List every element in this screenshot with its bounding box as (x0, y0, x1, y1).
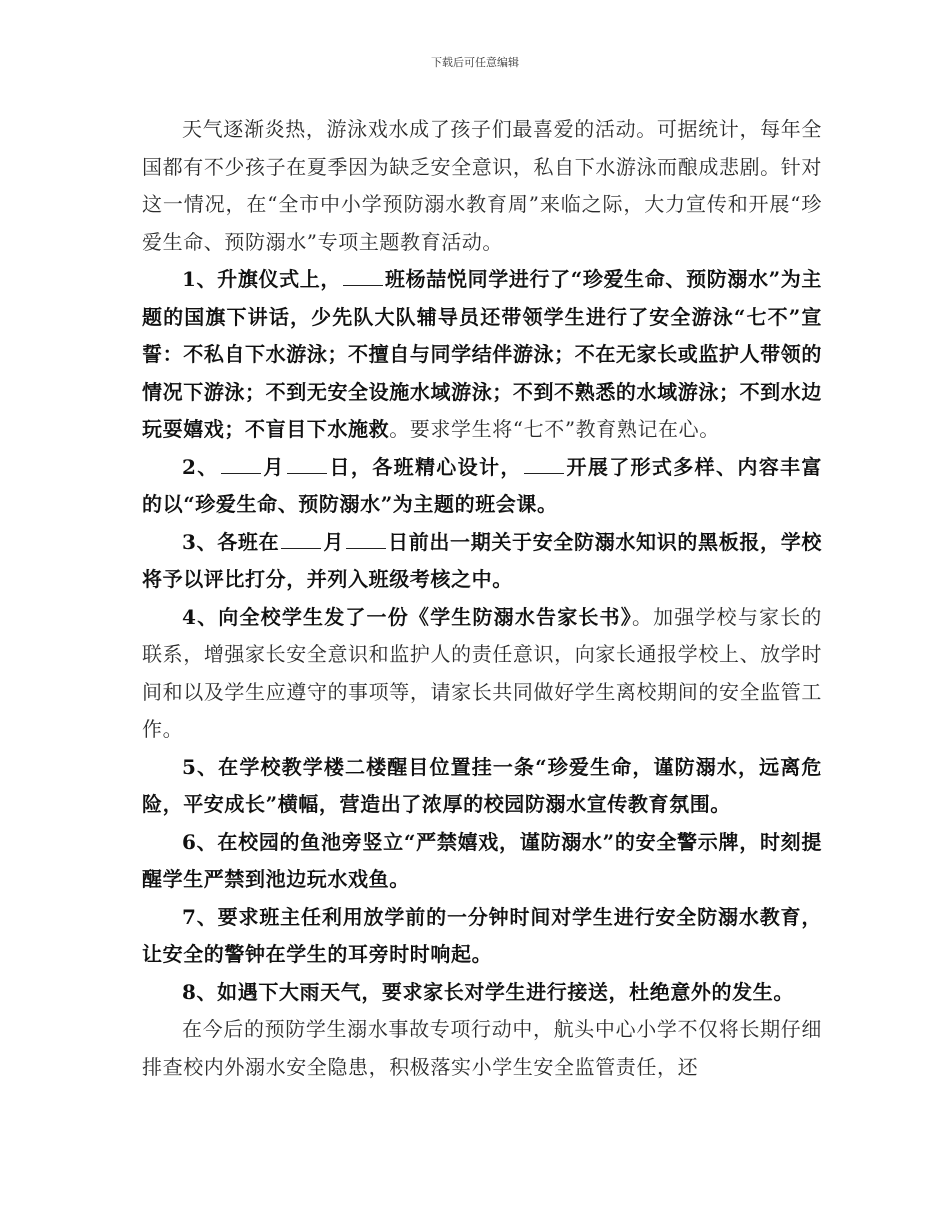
fill-in-blank (221, 451, 261, 474)
paragraph-item-8 (142, 974, 822, 1012)
text-run: 。加强学校与家长的联系，增强家长安全意识和监护人的责任意识，向家长通报学校上、放学时间和以及学生应遵守的事项等，请家长共同做好学生离校期间的安全监管工作。 (142, 604, 822, 741)
text-run: 8、如遇下大雨天气，要求家长对学生进行接送，杜绝意外的发生。 (182, 979, 794, 1004)
text-run: 7、要求班主任利用放学前的一分钟时间对学生进行安全防溺水教育，让安全的警钟在学生的耳旁时时响起。 (142, 904, 822, 966)
paragraph-item-5 (142, 749, 822, 824)
fill-in-blank (343, 263, 383, 286)
paragraph-item-1 (142, 261, 822, 449)
text-run: 班杨喆悦同学进行了“珍爱生命、预防溺水”为主题的国旗下讲话，少先队大队辅导员还带领学生进行了安全游泳“七不”宣誓：不私自下水游泳；不擅自与同学结伴游泳；不在无家长或监护人带领的情况下游泳；不到无安全设施水域游泳；不到不熟悉的水域游泳；不到水边玩耍嬉戏；不盲目下水施救 (142, 267, 822, 441)
text-run: 1、升旗仪式上， (182, 267, 341, 291)
fill-in-blank (287, 451, 327, 474)
text-run: 6、在校园的鱼池旁竖立“严禁嬉戏，谨防溺水”的安全警示牌，时刻提醒学生严禁到池边玩水戏鱼。 (142, 829, 822, 891)
page-header: 下载后可任意编辑 (431, 56, 519, 69)
fill-in-blank (346, 526, 386, 549)
text-run: 2、 (182, 454, 219, 479)
text-run: 日，各班精心设计， (328, 454, 522, 479)
text-run: 3、各班在 (182, 529, 280, 554)
paragraph-intro (142, 111, 822, 261)
text-run: 月 (323, 529, 344, 554)
text-run: 4、向全校学生发了一份《学生防溺水告家长书》 (182, 604, 632, 629)
text-run: 在今后的预防学生溺水事故专项行动中，航头中心小学不仅将长期仔细排查校内外溺水安全隐患，积极落实小学生安全监管责任，还 (142, 1017, 822, 1079)
document-body (142, 111, 822, 1086)
paragraph-item-2 (142, 449, 822, 524)
paragraph-item-3 (142, 524, 822, 599)
paragraph-item-7 (142, 899, 822, 974)
paragraph-closing (142, 1011, 822, 1086)
fill-in-blank (524, 451, 564, 474)
text-run: 5、在学校教学楼二楼醒目位置挂一条“珍爱生命，谨防溺水，远离危险，平安成长”横幅，营造出了浓厚的校园防溺水宣传教育氛围。 (142, 754, 822, 816)
text-run: 天气逐渐炎热，游泳戏水成了孩子们最喜爱的活动。可据统计，每年全国都有不少孩子在夏季因为缺乏安全意识，私自下水游泳而酿成悲剧。针对这一情况，在“全市中小学预防溺水教育周”来临之际，大力宣传和开展“珍爱生命、预防溺水”专项主题教育活动。 (142, 117, 822, 254)
text-run: 日前出一期关于安全防溺水知识的黑板报，学校将予以评比打分，并列入班级考核之中。 (142, 529, 822, 591)
fill-in-blank (281, 526, 321, 549)
text-run: 。要求学生将“七不”教育熟记在心。 (389, 417, 720, 441)
text-run: 开展了形式多样、内容丰富的以“珍爱生命、预防溺水”为主题的班会课。 (142, 454, 823, 516)
text-run: 月 (262, 454, 285, 479)
paragraph-item-4 (142, 599, 822, 749)
paragraph-item-6 (142, 824, 822, 899)
